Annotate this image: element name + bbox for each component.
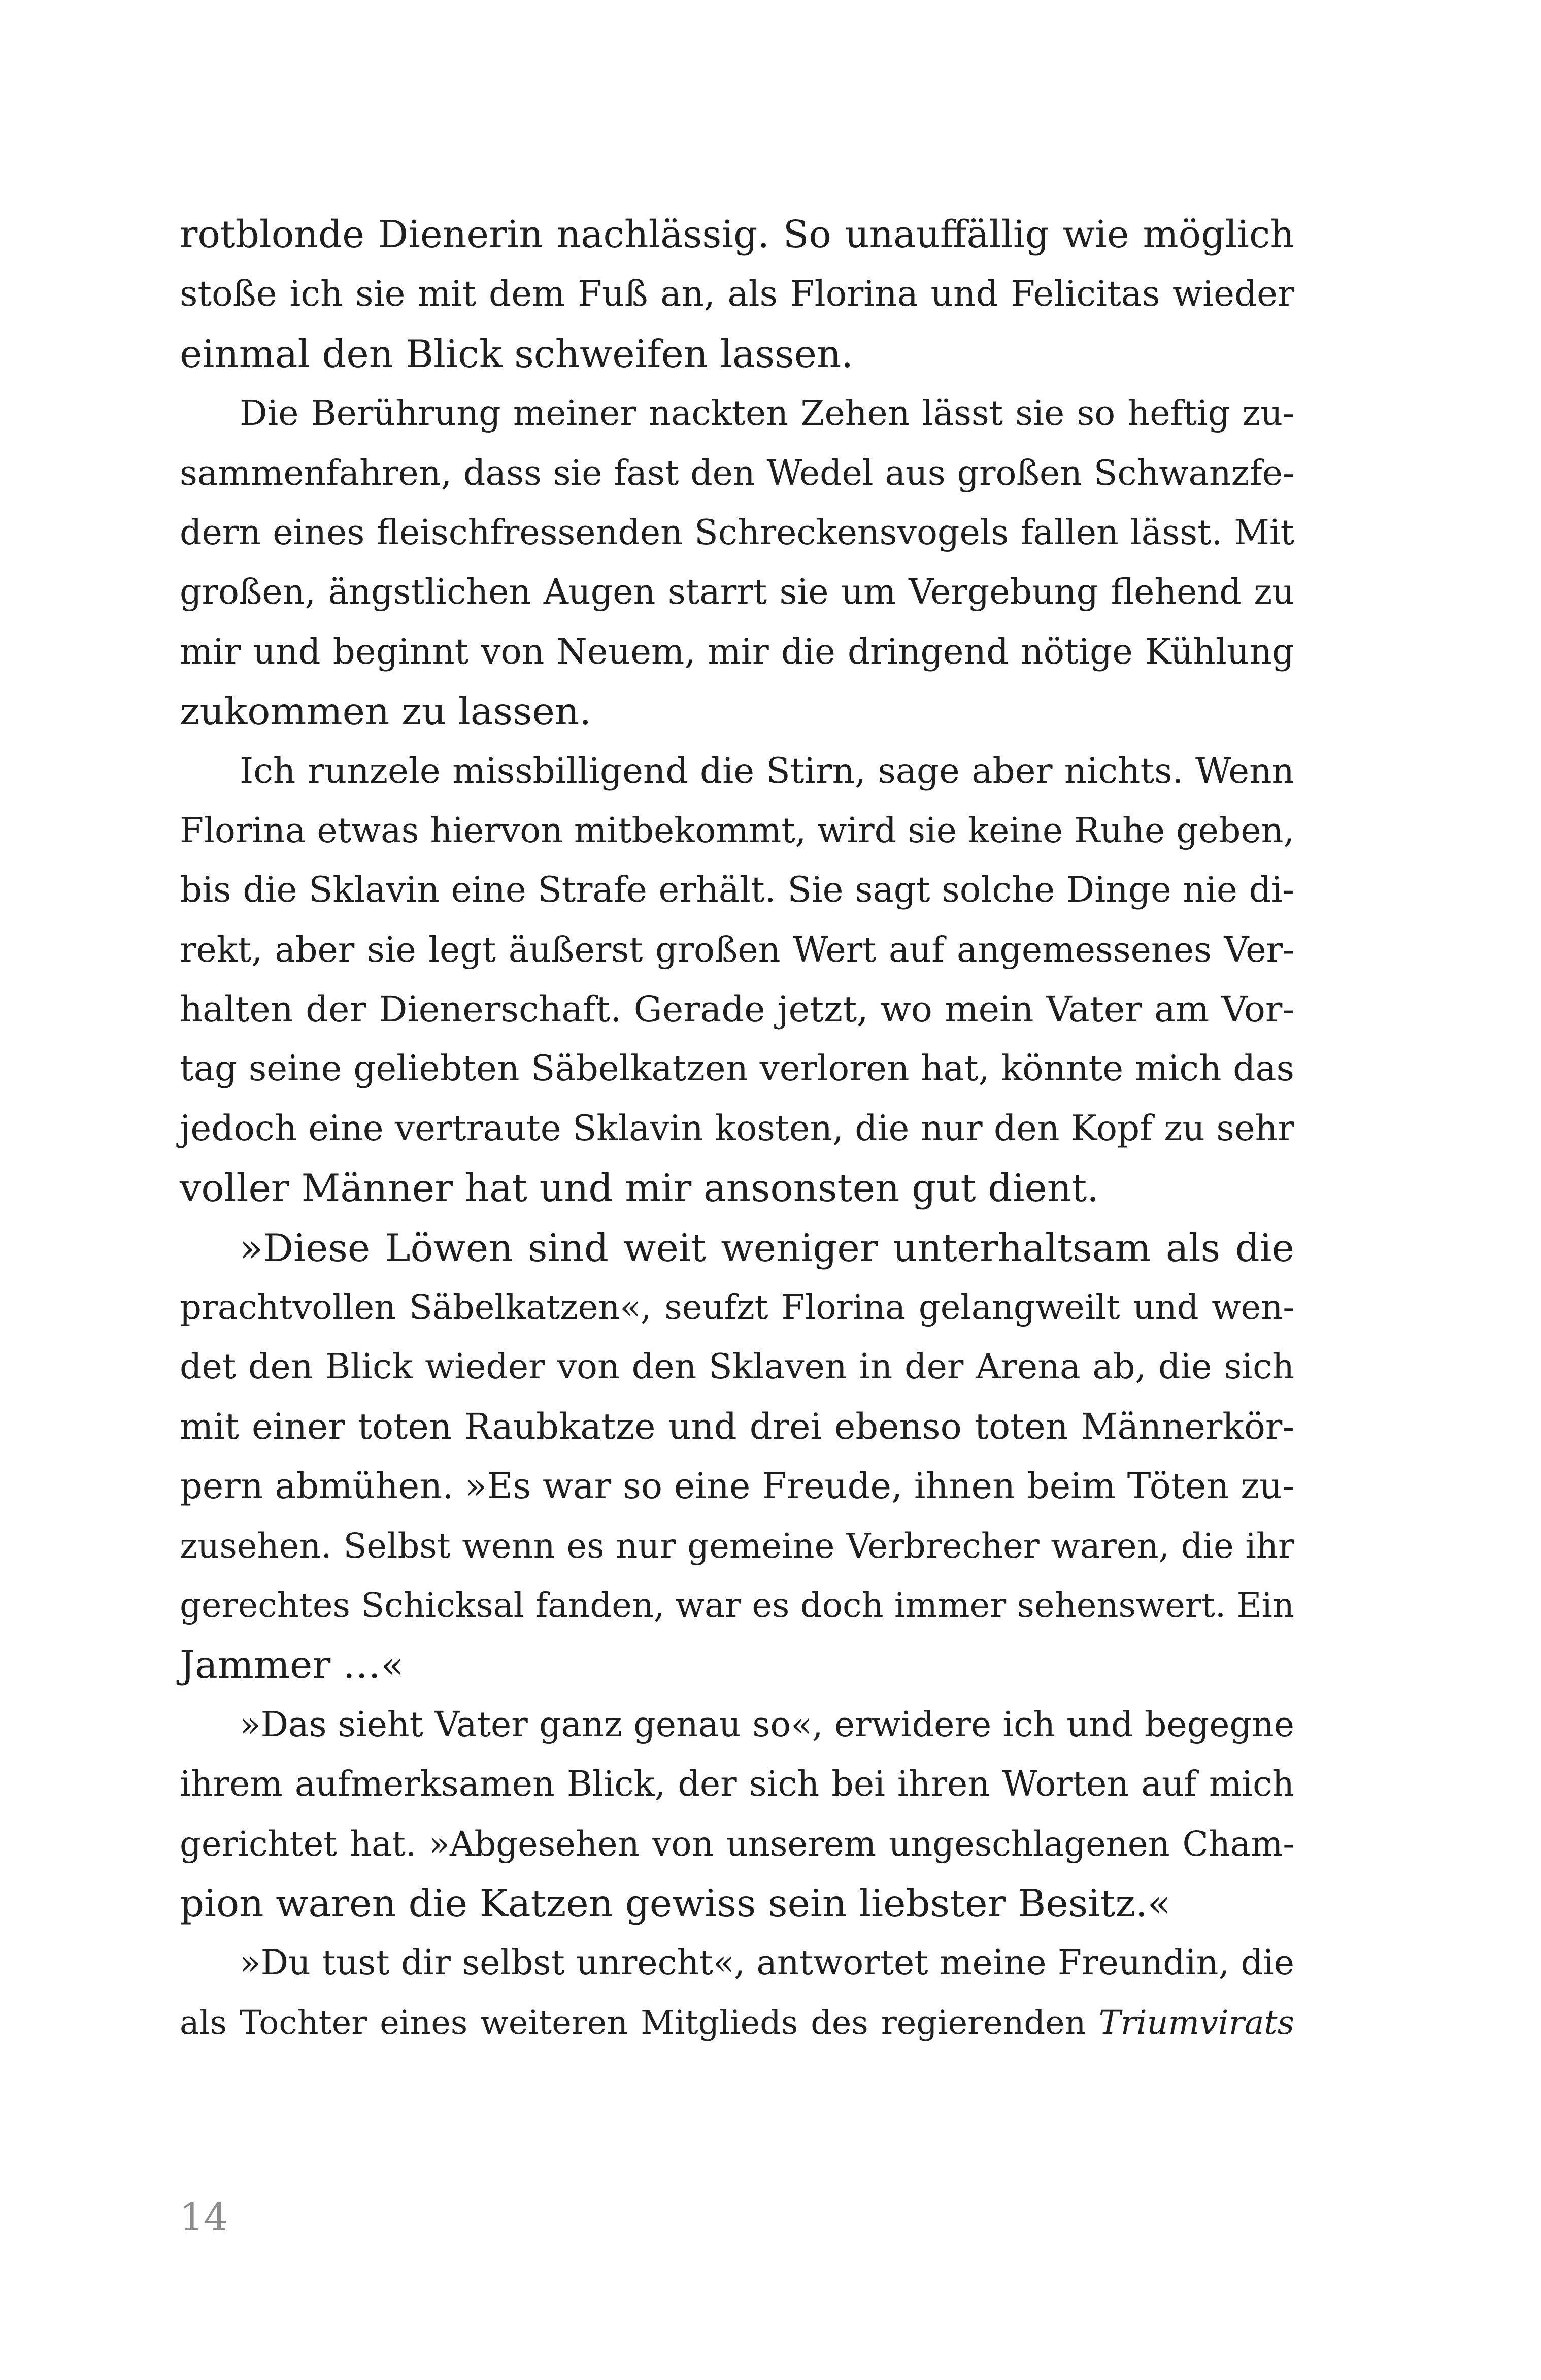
text-line — [180, 1993, 1294, 2053]
text-line: großen, ängstlichen Augen starrt sie um Vergebung flehend zu — [180, 572, 1294, 613]
text-line: Die Berührung meiner nackten Zehen lässt sie so heftig zu- — [240, 393, 1294, 434]
text-line: gerechtes Schicksal fanden, war es doch immer sehenswert. Ein — [180, 1585, 1294, 1625]
text-line: Jammer …« — [180, 1642, 404, 1688]
text-line: pion waren die Katzen gewiss sein liebster Besitz.« — [180, 1880, 1171, 1926]
text-line: zusehen. Selbst wenn es nur gemeine Verbrecher waren, die ihr — [180, 1526, 1294, 1566]
text-line: »Du tust dir selbst unrecht«, antwortet meine Freundin, die — [240, 1943, 1294, 1984]
page-number: 14 — [180, 2195, 228, 2239]
text-line: halten der Dienerschaft. Gerade jetzt, wo mein Vater am Vor- — [180, 988, 1294, 1031]
italic-term: Triumvirats — [1098, 2003, 1294, 2042]
text-line: prachtvollen Säbelkatzen«, seufzt Florina gelangweilt und wen- — [180, 1287, 1294, 1328]
text-line: rekt, aber sie legt äußerst großen Wert auf angemessenes Ver- — [180, 930, 1294, 970]
text-line: ihrem aufmerksamen Blick, der sich bei ihren Worten auf mich — [180, 1764, 1294, 1805]
text-line: »Diese Löwen sind weit weniger unterhaltsam als die — [240, 1225, 1294, 1270]
body-text — [180, 205, 1294, 2053]
text-line: Florina etwas hiervon mitbekommt, wird sie keine Ruhe geben, — [180, 810, 1294, 851]
text-line: sammenfahren, dass sie fast den Wedel aus großen Schwanzfe- — [180, 453, 1294, 493]
text-line: mit einer toten Raubkatze und drei ebenso toten Männerkör- — [180, 1405, 1294, 1447]
text-line: pern abmühen. »Es war so eine Freude, ihnen beim Töten zu- — [180, 1465, 1294, 1507]
text-line: dern eines fleischfressenden Schreckensvogels fallen lässt. Mit — [180, 512, 1294, 553]
text-line: det den Blick wieder von den Sklaven in der Arena ab, die sich — [180, 1347, 1294, 1387]
text-line: bis die Sklavin eine Strafe erhält. Sie sagt solche Dinge nie di- — [180, 870, 1294, 911]
text-line: voller Männer hat und mir ansonsten gut dient. — [180, 1166, 1099, 1211]
text-line: mir und beginnt von Neuem, mir die dringend nötige Kühlung — [180, 631, 1294, 672]
text-line-segment: als Tochter eines weiteren Mitglieds des regierenden — [180, 2003, 1099, 2042]
text-line: gerichtet hat. »Abgesehen von unserem ungeschlagenen Cham- — [180, 1824, 1294, 1864]
text-line: einmal den Blick schweifen lassen. — [180, 331, 854, 376]
text-line: Ich runzele missbilligend die Stirn, sage aber nichts. Wenn — [240, 750, 1294, 791]
text-line: tag seine geliebten Säbelkatzen verloren hat, könnte mich das — [180, 1048, 1294, 1089]
text-line: stoße ich sie mit dem Fuß an, als Florina und Felicitas wieder — [180, 274, 1294, 315]
text-line: jedoch eine vertraute Sklavin kosten, die nur den Kopf zu sehr — [180, 1108, 1294, 1149]
text-line: »Das sieht Vater ganz genau so«, erwidere ich und begegne — [240, 1704, 1294, 1745]
text-line: rotblonde Dienerin nachlässig. So unauffällig wie möglich — [180, 213, 1294, 256]
text-line: zukommen zu lassen. — [180, 689, 592, 734]
